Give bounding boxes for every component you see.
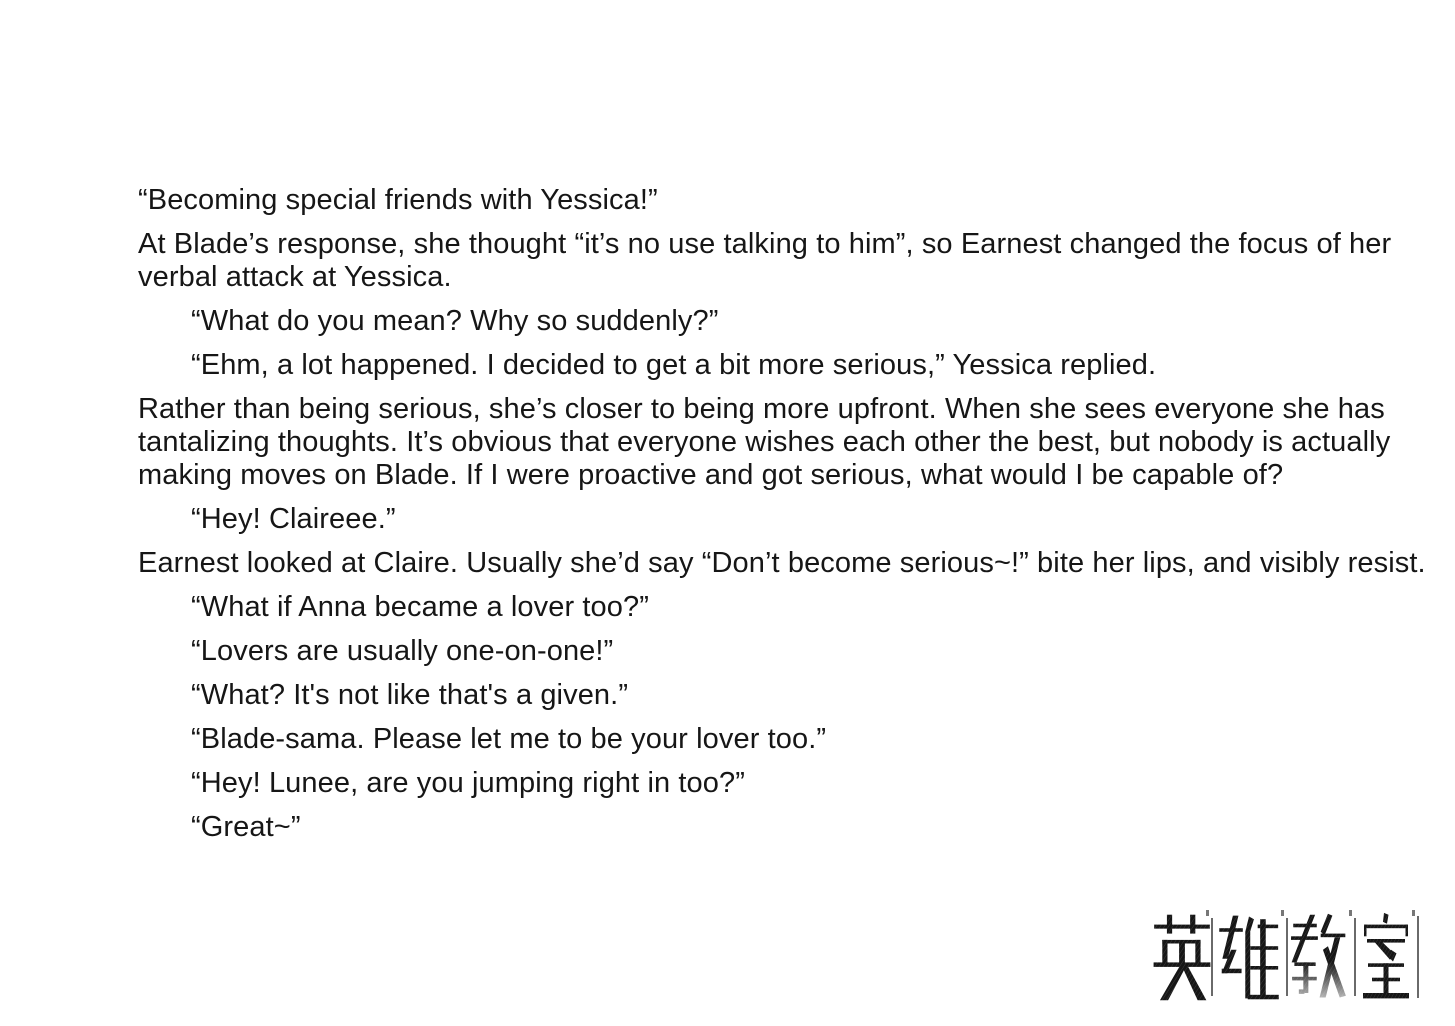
logo-kanji-shitsu	[1363, 913, 1409, 999]
text-line: “What do you mean? Why so suddenly?”	[191, 305, 719, 337]
text-line: Earnest looked at Claire. Usually she’d say “Don’t become serious~!” bite her lips, and visibly resist.	[138, 547, 1426, 579]
paragraph	[138, 349, 1368, 382]
story-text	[138, 184, 1426, 855]
paragraph	[138, 679, 1368, 712]
eiyuu-kyoushitsu-logo	[1148, 908, 1438, 1008]
paragraph	[138, 228, 1392, 294]
text-line: “Blade-sama. Please let me to be your lover too.”	[191, 723, 827, 755]
text-line: “Becoming special friends with Yessica!”	[138, 184, 658, 216]
logo-kanji-ei	[1154, 915, 1211, 1001]
text-line: “What? It's not like that's a given.”	[191, 679, 629, 711]
paragraph	[138, 547, 1426, 580]
paragraph	[138, 723, 1368, 756]
text-line: “Hey! Lunee, are you jumping right in too?”	[191, 767, 745, 799]
paragraph	[138, 767, 1368, 800]
paragraph	[138, 503, 1368, 536]
paragraph	[138, 811, 1368, 844]
text-line: verbal attack at Yessica.	[138, 261, 452, 293]
paragraph	[138, 184, 1368, 217]
logo-kanji-artwork	[1148, 908, 1438, 1008]
text-line: “What if Anna became a lover too?”	[191, 591, 649, 623]
text-line: “Great~”	[191, 811, 301, 843]
paragraph	[138, 591, 1368, 624]
paragraph	[138, 305, 1368, 338]
text-line: tantalizing thoughts. It’s obvious that everyone wishes each other the best, but nobody is actually	[138, 426, 1391, 458]
text-line: Rather than being serious, she’s closer to being more upfront. When she sees everyone she has	[138, 393, 1385, 425]
paragraph	[138, 635, 1368, 668]
text-line: At Blade’s response, she thought “it’s no use talking to him”, so Earnest changed the focus of her	[138, 228, 1392, 260]
text-line: “Hey! Claireee.”	[191, 503, 396, 535]
text-line: “Lovers are usually one-on-one!”	[191, 635, 614, 667]
paragraph	[138, 393, 1391, 492]
logo-kanji-kyou	[1290, 914, 1348, 1004]
logo-kanji-yuu	[1219, 916, 1279, 1000]
text-line: making moves on Blade. If I were proactive and got serious, what would I be capable of?	[138, 459, 1284, 491]
text-line: “Ehm, a lot happened. I decided to get a bit more serious,” Yessica replied.	[191, 349, 1157, 381]
